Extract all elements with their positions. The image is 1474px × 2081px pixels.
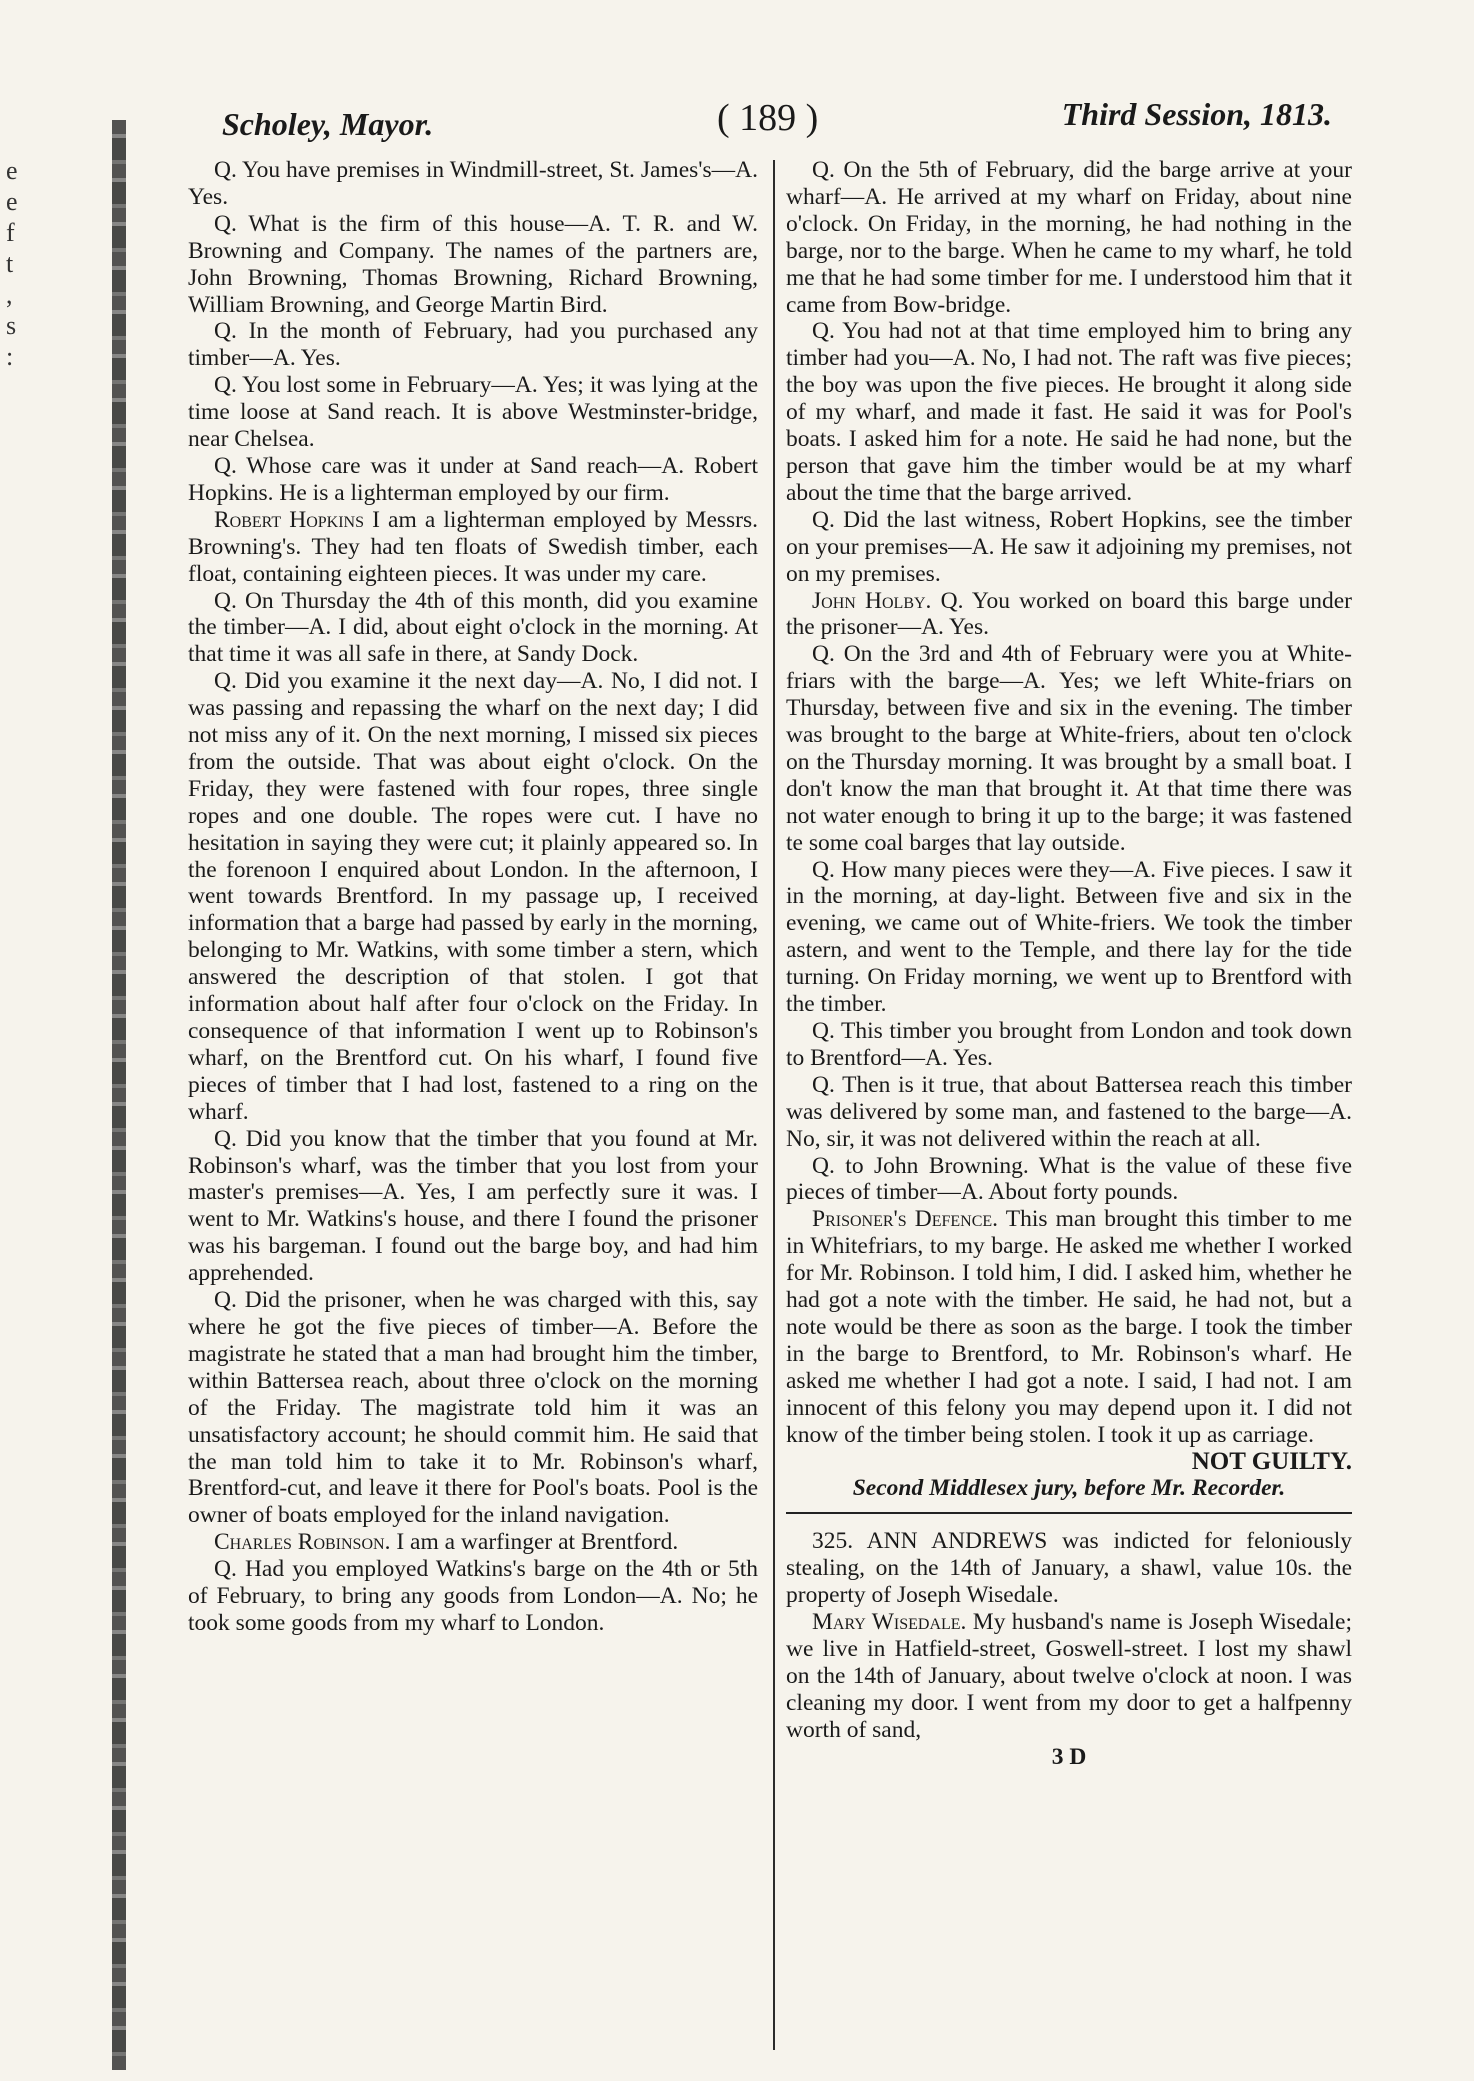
paragraph — [786, 857, 1352, 1018]
paragraph — [786, 1609, 1352, 1744]
paragraph-text: 325. ANN ANDREWS was indicted for feloniously stealing, on the 14th of January, a shawl, value 10s. the property of Joseph Wisedale. — [786, 1528, 1352, 1609]
paragraph-text: Q. You lost some in February—A. Yes; it was lying at the time loose at Sand reach. It is above Westminster-bridge, near Chelsea. — [188, 372, 758, 453]
paragraph — [786, 1528, 1352, 1609]
paragraph — [786, 1018, 1352, 1072]
paragraph-text: Q. Whose care was it under at Sand reach—A. Robert Hopkins. He is a lighterman employed by our firm. — [188, 452, 758, 506]
paragraph-text: Q. Then is it true, that about Battersea reach this timber was delivered by some man, and fastened to the barge—A. No, sir, it was not delivered within the reach at all. — [786, 1071, 1352, 1152]
speaker-label: Robert Hopkins — [214, 506, 365, 533]
paragraph — [188, 588, 758, 669]
jury-line: Second Middlesex jury, before Mr. Recorder. — [852, 1475, 1286, 1502]
paragraph-text: This man brought this timber to me in Whitefriars, to my barge. He asked me whether I worked for Mr. Robinson. I told him, I did. I asked him, whether he had got a note with the timber. He said, he had not, but a note would be there as soon as the barge. I took the timber in the barge to Brentford, to Mr. Robinson's wharf. He asked me whether I had got a note. I said, I had not. I am innocent of this felony you may depend upon it. I did not know of the timber being stolen. I took it up as carriage. — [786, 1206, 1352, 1448]
speaker-label: Mary Wisedale. — [812, 1609, 967, 1636]
page-number: ( 189 ) — [717, 97, 819, 139]
case-divider — [786, 1512, 1352, 1514]
paragraph — [188, 372, 758, 453]
paragraph — [188, 1126, 758, 1287]
paragraph — [786, 1206, 1352, 1448]
paragraph — [188, 1529, 758, 1556]
header-left: Scholey, Mayor. — [222, 106, 434, 142]
paragraph-text: Q. Had you employed Watkins's barge on the 4th or 5th of February, to bring any goods from London—A. No; he took some goods from my wharf to London. — [188, 1556, 758, 1636]
paragraph — [786, 641, 1352, 856]
column-divider — [773, 160, 775, 2050]
paragraph-text: My husband's name is Joseph Wisedale; we live in Hatfield-street, Goswell-street. I lost my shawl on the 14th of January, about twelve o'clock at noon. I was cleaning my door. I went from my door to get a halfpenny worth of sand, — [786, 1609, 1353, 1743]
edge-letter: : — [6, 342, 14, 371]
left-column — [188, 157, 758, 1637]
paragraph-text: Q. You had not at that time employed him to bring any timber had you—A. No, I had not. The raft was five pieces; the boy was upon the five pieces. He brought it along side of my wharf, and made it fast. He said it was for Pool's boats. I asked him for a note. He said he had none, but the person that gave him the timber would be at my wharf about the time that the barge arrived. — [786, 318, 1352, 506]
paragraph — [188, 668, 758, 1125]
signature-mark: 3 D — [1051, 1743, 1087, 1770]
header-right: Third Session, 1813. — [1061, 96, 1332, 132]
paragraph-text: Q. Did the prisoner, when he was charged with this, say where he got the five pieces of timber—A. Before the magistrate he stated that a man had brought him the timber, within Battersea reach, about three o'clock on the morning of the Friday. The magistrate told him it was an unsatisfactory account; he should commit him. He said that the man told him to take it to Mr. Robinson's wharf, Brentford-cut, and leave it there for Pool's boats. Pool is the owner of boats employed for the inland navigation. — [188, 1287, 758, 1529]
paragraph-text: Q. Did you know that the timber that you found at Mr. Robinson's wharf, was the timber that you lost from your master's premises—A. Yes, I am perfectly sure it was. I went to Mr. Watkins's house, and there I found the prisoner was his bargeman. I found out the barge boy, and had him apprehended. — [188, 1125, 758, 1287]
paragraph — [786, 157, 1352, 318]
paragraph — [786, 318, 1352, 506]
paragraph — [786, 1072, 1352, 1153]
paragraph — [786, 1153, 1352, 1207]
paragraph — [188, 318, 758, 372]
paragraph-text: Q. How many pieces were they—A. Five pieces. I saw it in the morning, at day-light. Between five and six in the evening, we came out of White-friers. We took the timber astern, and went to the Temple, and there lay for the tide turning. On Friday morning, we went up to Brentford with the timber. — [786, 856, 1352, 1018]
speaker-label: John Holby. — [812, 587, 932, 614]
paragraph-text: Q. What is the firm of this house—A. T. R. and W. Browning and Company. The names of the partners are, John Browning, Thomas Browning, Richard Browning, William Browning, and George Martin Bird. — [188, 210, 758, 318]
paragraph — [786, 507, 1352, 588]
verdict: NOT GUILTY. — [1191, 1447, 1352, 1475]
paragraph-text: Q. On the 5th of February, did the barge arrive at your wharf—A. He arrived at my wharf on Friday, about nine o'clock. On Friday, in the morning, he had nothing in the barge, nor to the barge. When he came to my wharf, he told me that he had some timber for me. I understood him that it came from Bow-bridge. — [786, 157, 1352, 318]
paragraph-text: Q. On the 3rd and 4th of February were you at White-friars with the barge—A. Yes; we left White-friars on Thursday, between five and six in the evening. The timber was brought to the barge at White-friers, about ten o'clock on the Thursday morning. It was brought by a small boat. I don't know the man that brought it. At that time there was not water enough to bring it up to the barge; it was fastened te some coal barges that lay outside. — [786, 641, 1352, 856]
paragraph-text: Q. On Thursday the 4th of this month, did you examine the timber—A. I did, about eight o'clock in the morning. At that time it was all safe in there, at Sandy Dock. — [188, 587, 758, 668]
edge-letter: e — [6, 187, 18, 216]
speaker-label: Prisoner's Defence. — [812, 1206, 999, 1233]
paragraph — [188, 211, 758, 319]
paragraph — [188, 1556, 758, 1637]
paragraph — [188, 453, 758, 507]
paragraph-text: Q. In the month of February, had you purchased any timber—A. Yes. — [188, 318, 758, 372]
edge-letter: e — [6, 156, 18, 185]
paragraph-text: I am a warfinger at Brentford. — [396, 1529, 679, 1556]
paragraph-text: Q. to John Browning. What is the value of these five pieces of timber—A. About forty pounds. — [786, 1152, 1352, 1206]
edge-letter: f — [6, 218, 15, 247]
paragraph-text: Q. Did the last witness, Robert Hopkins, see the timber on your premises—A. He saw it adjoining my premises, not on my premises. — [786, 506, 1352, 587]
edge-letter: s — [6, 311, 17, 340]
paragraph — [786, 588, 1352, 642]
edge-letter: t — [6, 249, 14, 278]
edge-letters — [6, 155, 36, 372]
paragraph — [188, 507, 758, 588]
paragraph-text: I am a lighterman employed by Messrs. Browning's. They had ten floats of Swedish timber, each float, containing eighteen pieces. It was under my care. — [188, 506, 759, 587]
paragraph-text: Q. You have premises in Windmill-street, St. James's—A. Yes. — [188, 157, 758, 210]
paragraph — [188, 157, 758, 211]
binding-shadow — [112, 120, 126, 2070]
paragraph-text: Q. You worked on board this barge under the prisoner—A. Yes. — [786, 587, 1352, 641]
edge-letter: , — [6, 280, 13, 309]
paragraph-text: Q. This timber you brought from London and took down to Brentford—A. Yes. — [786, 1018, 1352, 1071]
paragraph — [188, 1287, 758, 1529]
speaker-label: Charles Robinson. — [214, 1529, 391, 1556]
page-header — [222, 96, 1332, 156]
paragraph-text: Q. Did you examine it the next day—A. No, I did not. I was passing and repassing the wharf on the next day; I did not miss any of it. On the next morning, I missed six pieces from the outside. That was about eight o'clock. On the Friday, they were fastened with four ropes, three single ropes and one double. The ropes were cut. I have no hesitation in saying they were cut; it plainly appeared so. In the forenoon I enquired about London. In the afternoon, I went towards Brentford. In my passage up, I received information that a barge had passed by early in the morning, belonging to Mr. Watkins, with some timber a stern, which answered the description of that stolen. I got that information about half after four o'clock on the Friday. In consequence of that information I went up to Robinson's wharf, on the Brentford cut. On his wharf, I found five pieces of timber that I had lost, fastened to a ring on the wharf. — [188, 668, 758, 1125]
right-column — [786, 157, 1352, 1770]
